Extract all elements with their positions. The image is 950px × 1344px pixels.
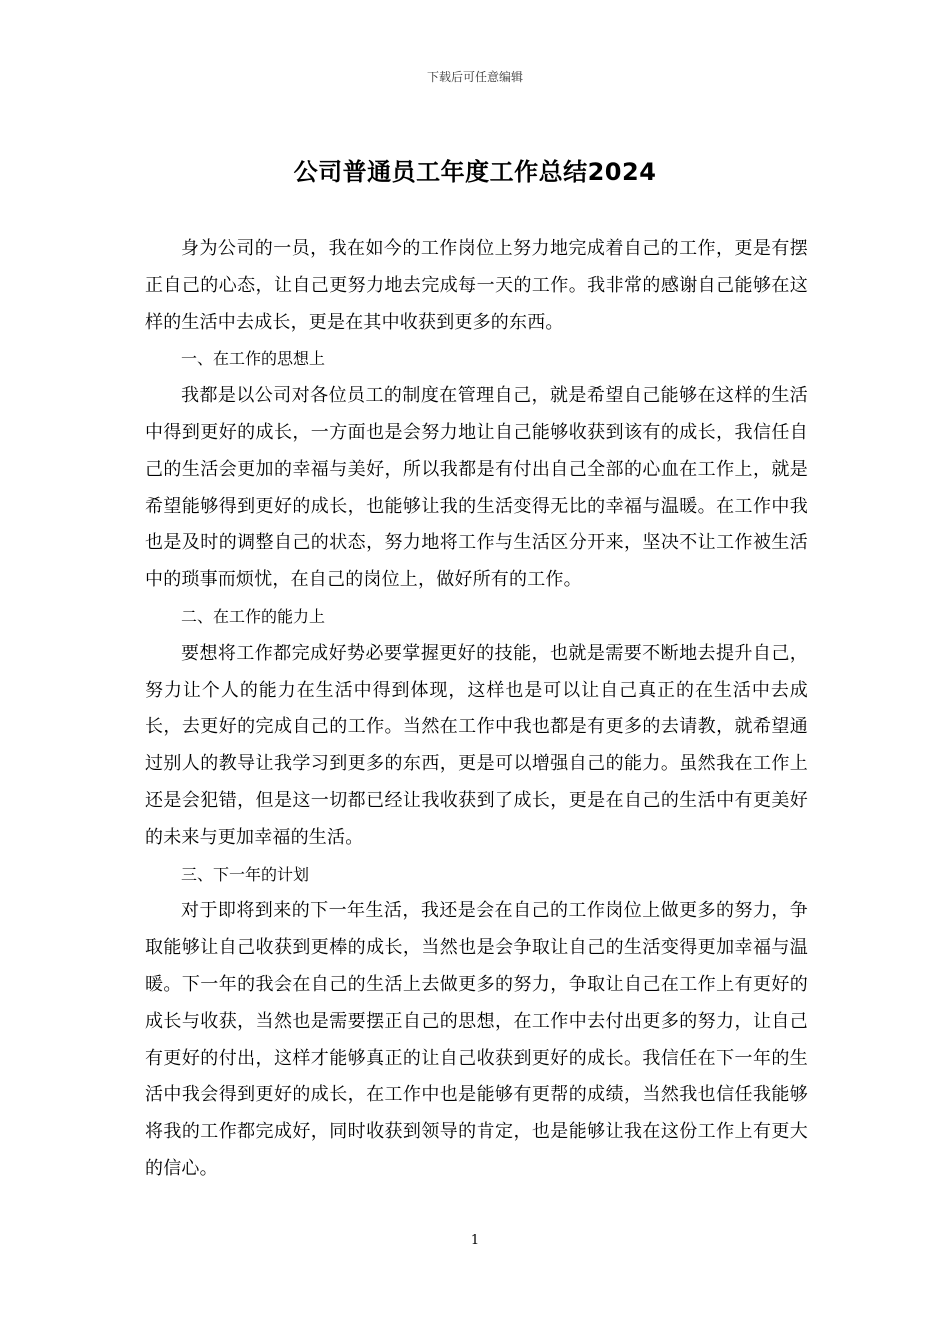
thought-paragraph: 我都是以公司对各位员工的制度在管理自己，就是希望自己能够在这样的生活中得到更好的成长，一方面也是会努力地让自己能够收获到该有的成长，我信任自己的生活会更加的幸福与美好，所以我都是有付出自己全部的心血在工作上，就是希望能够得到更好的成长，也能够让我的生活变得无比的幸福与温暖。在工作中我也是及时的调整自己的状态，努力地将工作与生活区分开来，坚决不让工作被生活中的琐事而烦忧，在自己的岗位上，做好所有的工作。 [145, 385, 808, 591]
section-heading-ability: 二、在工作的能力上 [181, 606, 326, 626]
ability-paragraph: 要想将工作都完成好势必要掌握更好的技能，也就是需要不断地去提升自己，努力让个人的能力在生活中得到体现，这样也是可以让自己真正的在生活中去成长，去更好的完成自己的工作。当然在工作中我也都是有更多的去请教，就希望通过别人的教导让我学习到更多的东西，更是可以增强自己的能力。虽然我在工作上还是会犯错，但是这一切都已经让我收获到了成长，更是在自己的生活中有更美好的未来与更加幸福的生活。 [145, 642, 808, 848]
section-heading-plan: 三、下一年的计划 [181, 864, 310, 884]
intro-paragraph: 身为公司的一员，我在如今的工作岗位上努力地完成着自己的工作，更是有摆正自己的心态，让自己更努力地去完成每一天的工作。我非常的感谢自己能够在这样的生活中去成长，更是在其中收获到更多的东西。 [145, 238, 808, 333]
document-title: 公司普通员工年度工作总结2024 [293, 158, 657, 186]
document-body [145, 231, 808, 1188]
plan-paragraph: 对于即将到来的下一年生活，我还是会在自己的工作岗位上做更多的努力，争取能够让自己收获到更棒的成长，当然也是会争取让自己的生活变得更加幸福与温暖。下一年的我会在自己的生活上去做更多的努力，争取让自己在工作上有更好的成长与收获，当然也是需要摆正自己的思想，在工作中去付出更多的努力，让自己有更好的付出，这样才能够真正的让自己收获到更好的成长。我信任在下一年的生活中我会得到更好的成长，在工作中也是能够有更帮的成绩，当然我也信任我能够将我的工作都完成好，同时收获到领导的肯定，也是能够让我在这份工作上有更大的信心。 [145, 900, 808, 1179]
page-number: 1 [470, 1233, 480, 1248]
page-header: 下载后可任意编辑 [426, 70, 523, 84]
section-heading-thought: 一、在工作的思想上 [181, 349, 326, 369]
